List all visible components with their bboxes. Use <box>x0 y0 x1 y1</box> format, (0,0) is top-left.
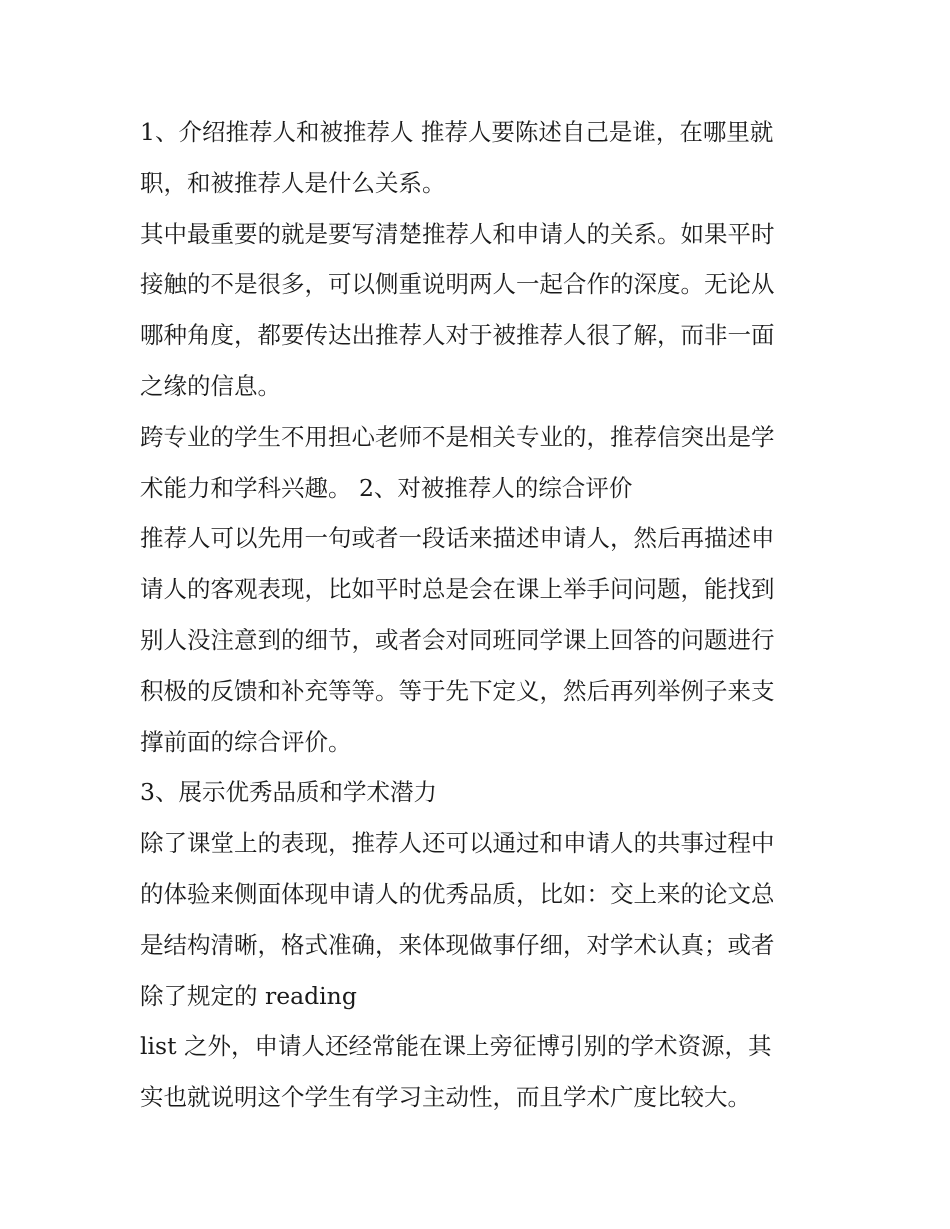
text-line: 之缘的信息。 <box>140 371 281 400</box>
text-line: 实也就说明这个学生有学习主动性，而且学术广度比较大。 <box>140 1083 751 1112</box>
text-line: 推荐人可以先用一句或者一段话来描述申请人，然后再描述申 <box>140 524 775 553</box>
text-line: 其中最重要的就是要写清楚推荐人和申请人的关系。如果平时 <box>140 219 775 248</box>
text-line: 请人的客观表现，比如平时总是会在课上举手问问题，能找到 <box>140 575 775 604</box>
text-line: 是结构清晰，格式准确，来体现做事仔细，对学术认真；或者 <box>140 930 775 959</box>
text-line: 除了规定的 reading <box>140 981 357 1010</box>
text-line: 术能力和学科兴趣。 2、对被推荐人的综合评价 <box>140 473 633 502</box>
text-line: 撑前面的综合评价。 <box>140 727 352 756</box>
text-line: list 之外，申请人还经常能在课上旁征博引别的学术资源，其 <box>140 1032 772 1061</box>
text-line: 哪种角度，都要传达出推荐人对于被推荐人很了解，而非一面 <box>140 321 775 350</box>
text-line: 的体验来侧面体现申请人的优秀品质，比如：交上来的论文总 <box>140 879 775 908</box>
text-line: 1、介绍推荐人和被推荐人 推荐人要陈述自己是谁，在哪里就 <box>140 118 774 146</box>
text-line: 跨专业的学生不用担心老师不是相关专业的，推荐信突出是学 <box>140 422 775 451</box>
text-line: 职，和被推荐人是什么关系。 <box>140 168 446 197</box>
text-line: 积极的反馈和补充等等。等于先下定义，然后再列举例子来支 <box>140 676 775 705</box>
text-line: 3、展示优秀品质和学术潜力 <box>140 778 437 807</box>
text-line: 除了课堂上的表现，推荐人还可以通过和申请人的共事过程中 <box>140 829 775 858</box>
document-body <box>140 107 812 1123</box>
text-line: 接触的不是很多，可以侧重说明两人一起合作的深度。无论从 <box>140 270 775 299</box>
text-line: 别人没注意到的细节，或者会对同班同学课上回答的问题进行 <box>140 625 775 654</box>
